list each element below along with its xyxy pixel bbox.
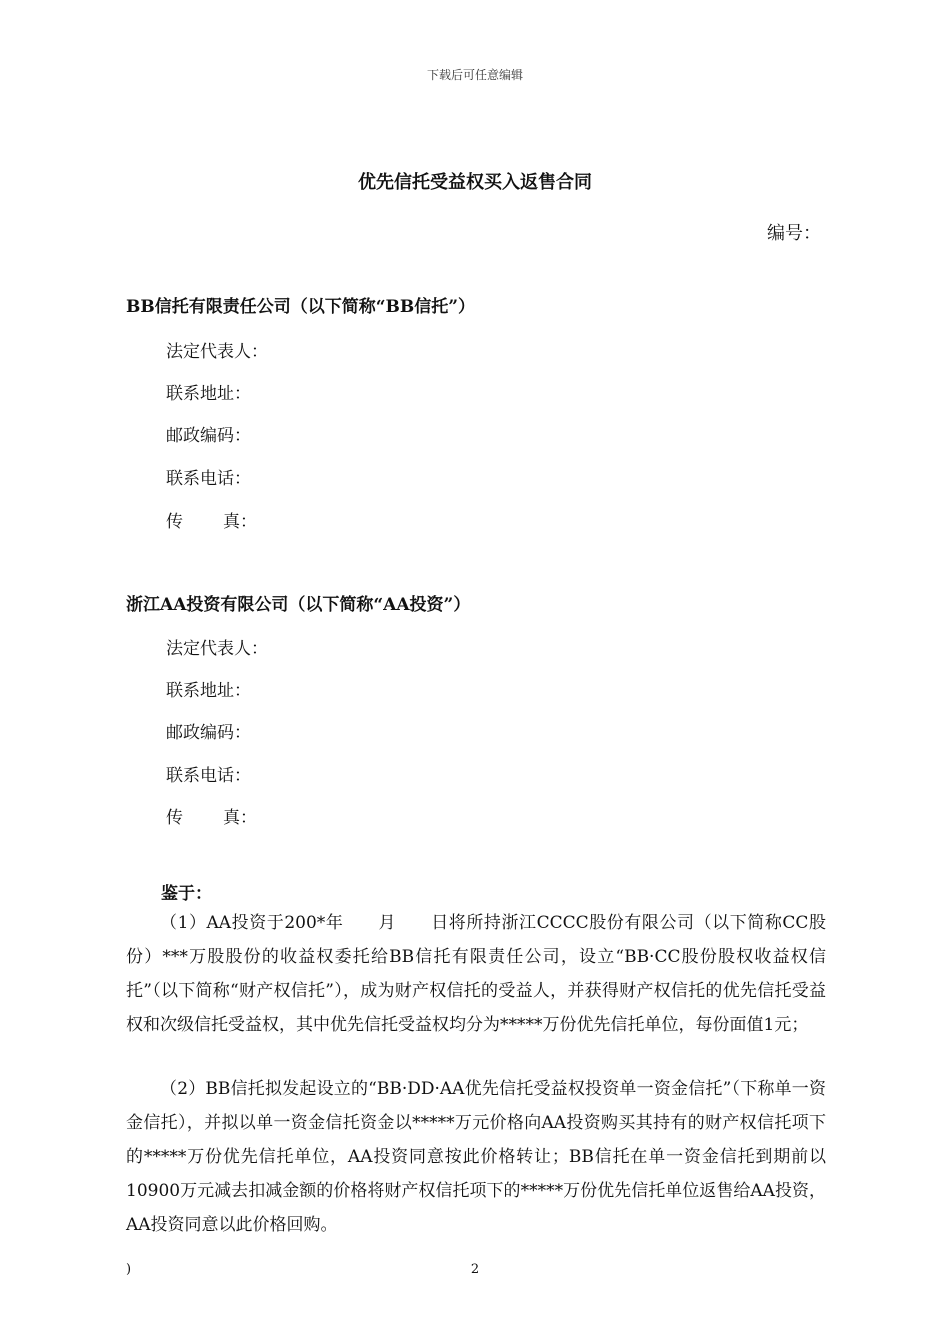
clause-2: （2）BB信托拟发起设立的“BB·DD·AA优先信托受益权投资单一资金信托”（下称单一资金信托），并拟以单一资金信托资金以*****万元价格向AA投资购买其持有的财产权信托项下的*****万份优先信托单位，AA投资同意按此价格转让；BB信托在单一资金信托到期前以10900万元减去扣减金额的价格将财产权信托项下的*****万份优先信托单位返售给AA投资，AA投资同意以此价格回购。: [126, 1079, 826, 1235]
party-a-fax-label: [166, 507, 257, 532]
party-b-fax-char-2: 真：: [223, 808, 257, 828]
party-b-fax-label: [166, 803, 257, 828]
party-b-name: 浙江AA投资有限公司（以下简称“AA投资”）: [126, 595, 471, 615]
contract-number-label: 编号：: [767, 223, 821, 244]
party-b-fax-char-1: 传: [166, 808, 183, 828]
party-a-name: BB信托有限责任公司（以下简称“BB信托”）: [126, 297, 476, 317]
party-b-address-label: 联系地址：: [166, 681, 251, 701]
party-a-fax-char-1: 传: [166, 512, 183, 532]
party-b-phone-label: 联系电话：: [166, 766, 251, 786]
party-a-phone-label: 联系电话：: [166, 469, 251, 489]
party-a-rep-label: 法定代表人：: [166, 342, 268, 362]
page-number: 2: [470, 1262, 480, 1277]
party-a-postcode-label: 邮政编码：: [166, 426, 251, 446]
footer-mark: ): [126, 1262, 132, 1277]
party-a-address-label: 联系地址：: [166, 384, 251, 404]
header-note: 下载后可任意编辑: [426, 68, 523, 82]
document-title: 优先信托受益权买入返售合同: [358, 172, 592, 193]
party-a-fax-char-2: 真：: [223, 512, 257, 532]
whereas-label: 鉴于：: [161, 884, 212, 904]
party-b-rep-label: 法定代表人：: [166, 639, 268, 659]
party-b-postcode-label: 邮政编码：: [166, 723, 251, 743]
clause-1: （1）AA投资于200*年 月 日将所持浙江CCCC股份有限公司（以下简称CC股份）***万股股份的收益权委托给BB信托有限责任公司，设立“BB·CC股份股权收益权信托”（以下简称“财产权信托”），成为财产权信托的受益人，并获得财产权信托的优先信托受益权和次级信托受益权，其中优先信托受益权均分为*****万份优先信托单位，每份面值1元；: [126, 913, 826, 1035]
